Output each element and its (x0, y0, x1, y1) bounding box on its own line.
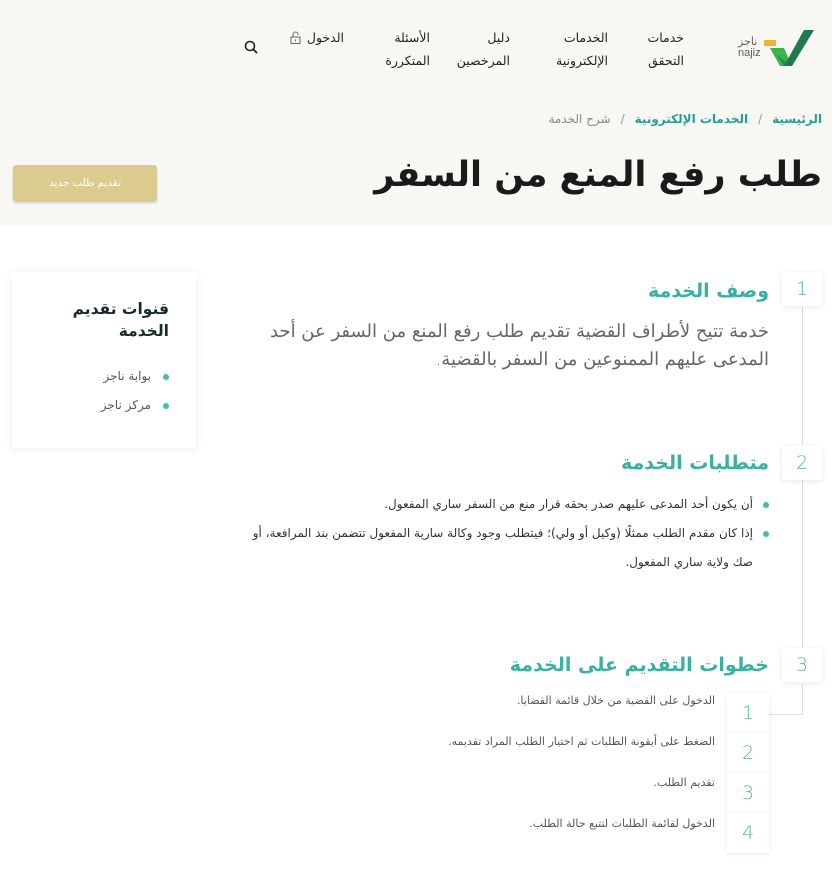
requirement-text: إذا كان مقدم الطلب ممثلًا (وكيل أو ولي)؛ فيتطلب وجود وكالة سارية المفعول تتضمن بند المرافعة، أو صك ولاية ساري المفعول. (252, 526, 753, 569)
section-title-requirements: متطلبات الخدمة (621, 452, 769, 474)
step-text-2: الضغط على أيقونة الطلبات ثم اختيار الطلب المراد تقديمه. (448, 735, 715, 748)
step-text-3: تقديم الطلب. (653, 776, 715, 789)
step-text-4: الدخول لقائمة الطلبات لتتبع حالة الطلب. (529, 817, 715, 830)
login-label: الدخول (306, 30, 344, 45)
nav-verification-services[interactable] (647, 26, 684, 72)
bullet-icon (763, 502, 769, 508)
new-request-button[interactable]: تقديم طلب جديد (13, 165, 157, 201)
channel-label: مركز ناجز (100, 398, 151, 412)
step-number-4: 4 (727, 813, 769, 853)
channel-item-najiz-center[interactable] (26, 391, 169, 420)
nav-label-line1: خدمات (647, 30, 684, 45)
nav-label-line2: التحقق (648, 53, 684, 68)
breadcrumb-current: شرح الخدمة (548, 112, 611, 126)
breadcrumb-separator: / (620, 112, 625, 126)
breadcrumb-electronic-services[interactable]: الخدمات الإلكترونية (634, 112, 749, 126)
timeline-line (802, 480, 803, 648)
nav-faq[interactable] (385, 26, 430, 72)
logo-text-ar: ناجز (738, 35, 758, 48)
timeline-connector (769, 714, 803, 715)
channels-title: قنوات تقديم الخدمة (72, 300, 169, 340)
breadcrumb-home[interactable]: الرئيسية (772, 112, 822, 126)
nav-licensees-guide[interactable] (457, 26, 510, 72)
breadcrumb-separator: / (758, 112, 763, 126)
nav-label-line1: دليل (487, 30, 510, 45)
logo-text-en: najiz (738, 47, 761, 59)
nav-label-line2: الإلكترونية (556, 53, 608, 68)
service-channels-card (12, 272, 196, 448)
requirement-text: أن يكون أحد المدعى عليهم صدر بحقه قرار منع من السفر ساري المفعول. (384, 497, 753, 511)
requirement-item (229, 490, 769, 519)
step-text-1: الدخول على القضية من خلال قائمة القضايا. (516, 694, 715, 707)
service-description: خدمة تتيح لأطراف القضية تقديم طلب رفع المنع من السفر عن أحد المدعى عليهم الممنوعين من السفر بالقضية. (270, 321, 769, 370)
nav-electronic-services[interactable] (556, 26, 608, 72)
section-title-steps: خطوات التقديم على الخدمة (509, 654, 769, 676)
requirements-list (229, 490, 769, 577)
breadcrumb (548, 110, 822, 128)
search-icon[interactable] (244, 40, 258, 54)
bullet-icon (163, 374, 169, 380)
page-title: طلب رفع المنع من السفر (374, 155, 822, 195)
step-number-2: 2 (727, 733, 769, 773)
channel-item-najiz-portal[interactable] (26, 362, 169, 391)
timeline-line (802, 305, 803, 445)
step-number-1: 1 (727, 693, 769, 733)
bullet-icon (763, 531, 769, 537)
nav-label-line1: الخدمات (563, 30, 608, 45)
nav-label-line1: الأسئلة (394, 30, 430, 45)
nav-label-line2: المتكررة (385, 53, 430, 68)
timeline-line (802, 684, 803, 714)
section-number-1: 1 (782, 272, 822, 306)
section-title-description: وصف الخدمة (647, 280, 769, 302)
lock-icon (290, 31, 301, 44)
bullet-icon (163, 403, 169, 409)
requirement-item (229, 519, 769, 577)
nav-label-line2: المرخصين (456, 53, 510, 68)
channel-label: بوابة ناجز (103, 369, 151, 383)
step-number-3: 3 (727, 773, 769, 813)
section-number-3: 3 (782, 648, 822, 682)
najiz-logo[interactable] (736, 26, 816, 70)
login-button[interactable] (290, 26, 344, 49)
section-number-2: 2 (782, 446, 822, 480)
channels-list (26, 362, 169, 420)
